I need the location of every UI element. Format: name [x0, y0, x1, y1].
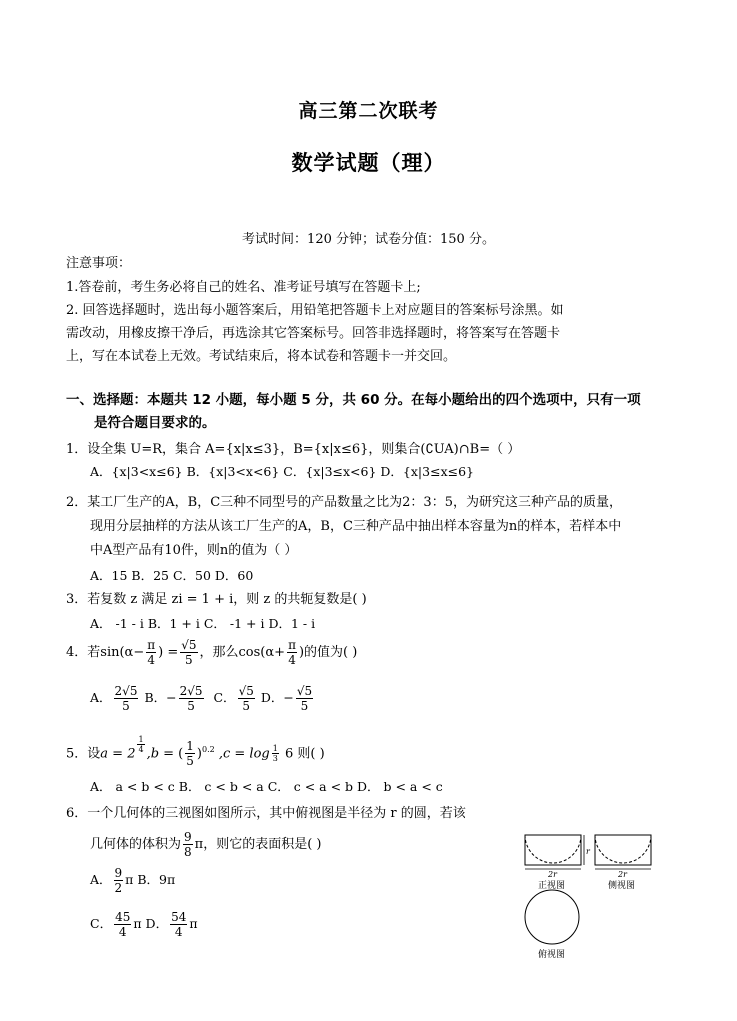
- frac-den: 5: [186, 754, 194, 769]
- notes-line-2b: 需改动，用橡皮擦干净后，再选涂其它答案标号。回答非选择题时，将答案写在答题卡: [66, 326, 561, 341]
- frac-num: 2√5: [179, 684, 203, 698]
- q2-line-1: 2．某工厂生产的A，B，C三种不同型号的产品数量之比为2：3：5，为研究这三种产品的质量，: [66, 495, 622, 510]
- q6-pi: π: [189, 916, 198, 931]
- side-view-hidden-arc: [595, 835, 651, 863]
- q4-opt-a-frac: [114, 684, 139, 713]
- q4-pi-over-4-frac-2: [287, 638, 297, 667]
- q6-line-2: [90, 830, 321, 859]
- q3-stem: 3．若复数 z 满足 zi = 1 + i，则 z 的共轭复数是( ): [66, 592, 367, 607]
- side-view-rect: [595, 835, 651, 865]
- q5-b-exponent: 0.2: [201, 745, 215, 754]
- q6-opt-c-label: C．: [90, 916, 113, 931]
- exam-info: 考试时间：120 分钟；试卷分值：150 分。: [242, 232, 495, 247]
- three-view-figure: [518, 830, 660, 962]
- q2-line-2: 现用分层抽样的方法从该工厂生产的A，B，C三种产品中抽出样本容量为n的样本，若样本中: [90, 519, 622, 534]
- exam-subject: 数学试题（理）: [291, 150, 446, 175]
- notes-line-2c: 上，写在本试卷上无效。考试结束后，将本试卷和答题卡一并交回。: [66, 349, 457, 364]
- frac-den: 5: [300, 699, 309, 713]
- q5-a-expr: a = 2: [100, 746, 136, 762]
- q4-opt-a-label: A．: [90, 690, 112, 705]
- q6-opt-d-text: π D．: [133, 916, 169, 931]
- q4-opt-b-frac: [179, 684, 204, 713]
- frac-num: √5: [181, 638, 197, 652]
- q4-sin-expr: sin(α−: [100, 645, 145, 660]
- frac-num: 9: [184, 830, 192, 844]
- q4-opt-d-frac: [296, 684, 313, 713]
- frac-num: 2√5: [114, 684, 138, 698]
- q5-b-base: [185, 739, 195, 768]
- frac-den: 8: [184, 845, 192, 859]
- q4-stem-c: 的值为( ): [304, 645, 358, 660]
- q6-opt-c-frac: [114, 910, 131, 939]
- front-view-hidden-arc: [525, 835, 581, 863]
- frac-num: 1: [272, 743, 278, 753]
- q3-options: A． -1 - i B．1 + i C． -1 + i D．1 - i: [90, 616, 316, 631]
- q6-opt-a-frac: [114, 866, 124, 895]
- q6-options-cd: [90, 910, 198, 939]
- frac-den: 3: [272, 753, 278, 763]
- section1-heading-cont: 是符合题目要求的。: [94, 415, 216, 431]
- exam-title: 高三第二次联考: [298, 100, 439, 122]
- q1-stem: 1．设全集 U=R，集合 A={x|x≤3}，B={x|x≤6}，则集合(∁UA)∩B=（ ）: [66, 442, 521, 457]
- q5-log-base: [272, 744, 279, 763]
- q2-options: A．15 B．25 C．50 D．60: [90, 568, 254, 583]
- frac-den: 4: [288, 653, 296, 667]
- dim-2r-label-front: 2r: [548, 870, 557, 879]
- q4-opt-d-label: D．−: [260, 690, 294, 705]
- top-view-circle: [525, 890, 579, 944]
- q6-line-2-b: π，则它的表面积是( ): [194, 837, 322, 852]
- q1-options: A．{x|3<x≤6} B．{x|3<x<6} C．{x|3≤x<6} D．{x|3≤x≤6}: [90, 464, 474, 479]
- side-view: [595, 835, 651, 891]
- q6-options-ab: [90, 866, 175, 895]
- q6-opt-a-label: A．: [90, 872, 112, 887]
- notes-line-1: 1.答卷前，考生务必将自己的姓名、准考证号填写在答题卡上;: [66, 280, 421, 295]
- q6-opt-d-frac: [170, 910, 187, 939]
- frac-den: 4: [174, 925, 183, 939]
- dim-r-label: r: [586, 847, 590, 856]
- notes-line-2a: 2. 回答选择题时，选出每小题答案后，用铅笔把答题卡上对应题目的答案标号涂黑。如: [66, 303, 564, 318]
- q5-stem: 5．设a = 2 $\frac{1}{4}$ ,b = ( $\frac{1}{5}$ )$^{0.2}$ ,c = log $\frac{1}{3}$ 6 则( ): [66, 735, 325, 769]
- q5-a-exponent: [137, 735, 144, 754]
- frac-den: 5: [185, 653, 193, 667]
- dim-2r-label-side: 2r: [618, 870, 627, 879]
- side-view-label: 侧视图: [608, 881, 636, 891]
- front-view: [525, 835, 591, 891]
- q5-stem-a: 5．设: [66, 746, 101, 762]
- front-view-label: 正视图: [538, 881, 566, 891]
- q6-opt-b-text: π B．9π: [125, 872, 176, 887]
- q4-opt-b-label: B．−: [144, 690, 177, 705]
- front-view-rect: [525, 835, 581, 865]
- q4-stem-a: 4．若: [66, 645, 101, 660]
- q5-c-expr: ,c = log: [218, 746, 270, 762]
- q6-volume-frac: [183, 830, 193, 859]
- q2-line-3: 中A型产品有10件，则n的值为（ ）: [90, 543, 298, 558]
- q5-b-expr: ,b =: [146, 746, 175, 762]
- q5-c-tail: 6 则( ): [284, 746, 325, 762]
- frac-den: 5: [122, 699, 130, 713]
- frac-num: 45: [115, 910, 131, 924]
- frac-num: π: [147, 638, 156, 652]
- q4-stem-b: ，那么: [199, 645, 239, 660]
- top-view-label: 俯视图: [538, 950, 566, 960]
- q4-options: [90, 684, 315, 713]
- frac-num: 9: [114, 866, 123, 880]
- frac-den: 5: [187, 699, 195, 713]
- frac-num: 1: [138, 735, 144, 744]
- section1-heading: 一、选择题：本题共 12 小题，每小题 5 分，共 60 分。在每小题给出的四个选项中，只有一项: [66, 392, 641, 408]
- q6-line-2-a: 几何体的体积为: [90, 837, 182, 852]
- frac-num: π: [288, 638, 296, 652]
- frac-num: 1: [186, 739, 194, 754]
- frac-num: √5: [296, 684, 313, 698]
- frac-den: 4: [147, 653, 155, 667]
- frac-den: 4: [118, 925, 127, 939]
- frac-den: 4: [138, 745, 144, 754]
- q4-rhs-frac: [180, 638, 197, 667]
- frac-den: 5: [242, 699, 251, 713]
- q4-opt-c-frac: [238, 684, 255, 713]
- q6-line-1: 6．一个几何体的三视图如图所示，其中俯视图是半径为 r 的圆，若该: [66, 806, 466, 821]
- notes-heading: 注意事项：: [66, 256, 132, 271]
- q4-pi-over-4-frac-1: [146, 638, 156, 667]
- q4-stem: 4．若sin(α− $\frac{\pi}{4}$ ) = $\frac{√5}{5}$ ，那么cos(α+ $\frac{\pi}{4}$ )的值为( ): [66, 638, 358, 667]
- frac-num: √5: [238, 684, 254, 698]
- frac-den: 2: [114, 881, 123, 895]
- q4-opt-c-label: C．: [213, 690, 236, 705]
- q5-options: A． a < b < c B． c < b < a C． c < a < b D． b < a < c: [90, 779, 443, 794]
- top-view: [525, 890, 579, 960]
- frac-num: 54: [171, 910, 187, 924]
- q4-cos-expr: cos(α+: [238, 645, 286, 660]
